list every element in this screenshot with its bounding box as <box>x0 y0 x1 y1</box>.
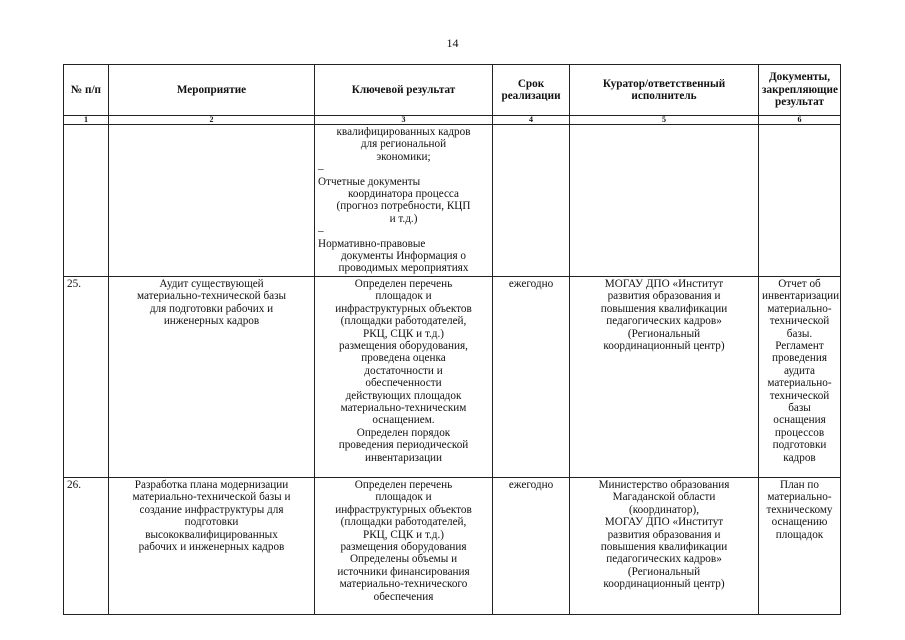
cell-term: ежегодно <box>493 276 570 477</box>
dash-item <box>318 163 489 188</box>
dash-marker: – <box>318 225 324 238</box>
text-line: координационный центр) <box>603 578 725 591</box>
col-number: 4 <box>493 116 570 125</box>
dash-marker: – <box>318 163 324 176</box>
text-line: педагогических кадров» <box>606 553 722 566</box>
text-line: оснащением. <box>372 414 435 427</box>
text-line: Нормативно-правовые <box>318 237 426 250</box>
text-line: материально- <box>767 302 832 315</box>
text-line: экономики; <box>376 150 431 163</box>
text-line: оснащению <box>771 516 828 529</box>
cell-result <box>315 125 493 277</box>
text-line: техническому <box>766 503 833 516</box>
text-line: (площадки работодателей, <box>340 516 467 529</box>
measures-table <box>63 64 841 615</box>
text-line: площадок и <box>375 491 432 504</box>
text-line: Разработка плана модернизации <box>134 478 289 491</box>
cell-docs <box>759 125 841 277</box>
text-line: подготовки кадров <box>772 439 827 464</box>
text-line: размещения оборудования <box>340 540 467 553</box>
text-line: План по <box>780 478 819 491</box>
text-line: развития образования и <box>607 290 721 303</box>
cell-event <box>109 125 315 277</box>
text-line: обеспеченности <box>365 377 442 390</box>
column-number-row <box>64 116 841 125</box>
cell-docs <box>759 276 841 477</box>
text-line: (площадки работодателей, <box>340 315 467 328</box>
text-line: Определен перечень <box>354 277 453 290</box>
header-num: № п/п <box>64 65 109 116</box>
text-line: и т.д.) <box>389 212 418 225</box>
text-line: высококвалифицированных <box>145 528 278 541</box>
text-line: Определен порядок <box>356 426 451 439</box>
table-header-row <box>64 65 841 116</box>
page-number: 14 <box>446 36 459 50</box>
text-line: для региональной <box>360 138 447 151</box>
text-line: Определен перечень <box>354 478 453 491</box>
text-line: проведения периодической <box>338 439 469 452</box>
cell-curator <box>570 125 759 277</box>
text-line: технической базы <box>769 389 830 414</box>
text-line: Определены объемы и <box>349 553 458 566</box>
text-line: РКЦ, СЦК и т.д.) <box>363 528 444 541</box>
text-line: Магаданской области <box>612 491 716 504</box>
cell-term <box>493 125 570 277</box>
text-line: материально-технического <box>339 578 468 591</box>
text-line: технической базы. <box>769 315 830 340</box>
header-docs: Документы, закрепляющие результат <box>759 65 841 116</box>
cell-result <box>315 276 493 477</box>
text-line: площадок <box>775 528 824 541</box>
cell-event <box>109 477 315 614</box>
text-line: действующих площадок <box>345 389 462 402</box>
col-number: 2 <box>109 116 315 125</box>
text-line: подготовки <box>184 516 239 529</box>
text-line: инфраструктурных объектов <box>335 503 472 516</box>
cell-num: 26. <box>64 477 109 614</box>
header-term: Срок реализации <box>493 65 570 116</box>
text-line: МОГАУ ДПО «Институт <box>604 516 724 529</box>
text-line: инженерных кадров <box>163 315 260 328</box>
text-line: координационный центр) <box>603 339 725 352</box>
text-line: размещения оборудования, <box>339 339 468 352</box>
col-number: 6 <box>759 116 841 125</box>
text-line: (прогноз потребности, КЦП <box>336 200 471 213</box>
table-row-continued <box>64 125 841 277</box>
cell-docs <box>759 477 841 614</box>
text-line: (Региональный <box>627 565 701 578</box>
text-line: Министерство образования <box>598 478 730 491</box>
text-line: повышения квалификации <box>600 540 728 553</box>
text-line: инвентаризации <box>762 290 840 303</box>
col-number: 1 <box>64 116 109 125</box>
text-line: повышения квалификации <box>600 302 728 315</box>
header-curator: Куратор/ответственный исполнитель <box>570 65 759 116</box>
text-line: материально-техническим <box>340 401 467 414</box>
cell-result <box>315 477 493 614</box>
text-line: координатора процесса <box>348 188 459 201</box>
col-number: 5 <box>570 116 759 125</box>
text-line: РКЦ, СЦК и т.д.) <box>363 327 444 340</box>
text-line: для подготовки рабочих и <box>149 302 274 315</box>
text-line: проведена оценка <box>361 352 446 365</box>
table-row <box>64 477 841 614</box>
cell-curator <box>570 477 759 614</box>
header-event: Мероприятие <box>109 65 315 116</box>
text-line: материально- <box>767 377 832 390</box>
cell-term: ежегодно <box>493 477 570 614</box>
text-line: обеспечения <box>373 590 434 603</box>
cell-event <box>109 276 315 477</box>
text-line: Отчетные документы <box>318 175 421 188</box>
text-line: (координатор), <box>628 503 700 516</box>
cell-num <box>64 125 109 277</box>
text-line: проводимых мероприятиях <box>338 262 469 275</box>
text-line: МОГАУ ДПО «Институт <box>604 277 724 290</box>
text-line: рабочих и инженерных кадров <box>138 540 285 553</box>
text-line: квалифицированных кадров <box>336 126 471 138</box>
text-line: процессов <box>774 426 825 439</box>
text-line: материально- <box>767 491 832 504</box>
text-line: документы Информация о <box>340 250 467 263</box>
text-line: достаточности и <box>364 364 443 377</box>
text-line: инвентаризации <box>364 451 443 464</box>
text-line: оснащения <box>773 414 826 427</box>
text-line: материально-технической базы и <box>132 491 291 504</box>
text-line: материально-технической базы <box>136 290 287 303</box>
cell-curator <box>570 276 759 477</box>
text-line: (Региональный <box>627 327 701 340</box>
text-line: развития образования и <box>607 528 721 541</box>
text-line: педагогических кадров» <box>606 315 722 328</box>
text-line: площадок и <box>375 290 432 303</box>
text-line: проведения аудита <box>772 352 827 377</box>
dash-item <box>318 225 489 250</box>
text-line: создание инфраструктуры для <box>139 503 284 516</box>
text-line: Аудит существующей <box>159 277 264 290</box>
text-line: источники финансирования <box>337 565 470 578</box>
col-number: 3 <box>315 116 493 125</box>
cell-num: 25. <box>64 276 109 477</box>
text-line: Отчет об <box>778 277 821 290</box>
table-row <box>64 276 841 477</box>
header-result: Ключевой результат <box>315 65 493 116</box>
text-line: инфраструктурных объектов <box>335 302 472 315</box>
text-line: Регламент <box>775 339 824 352</box>
